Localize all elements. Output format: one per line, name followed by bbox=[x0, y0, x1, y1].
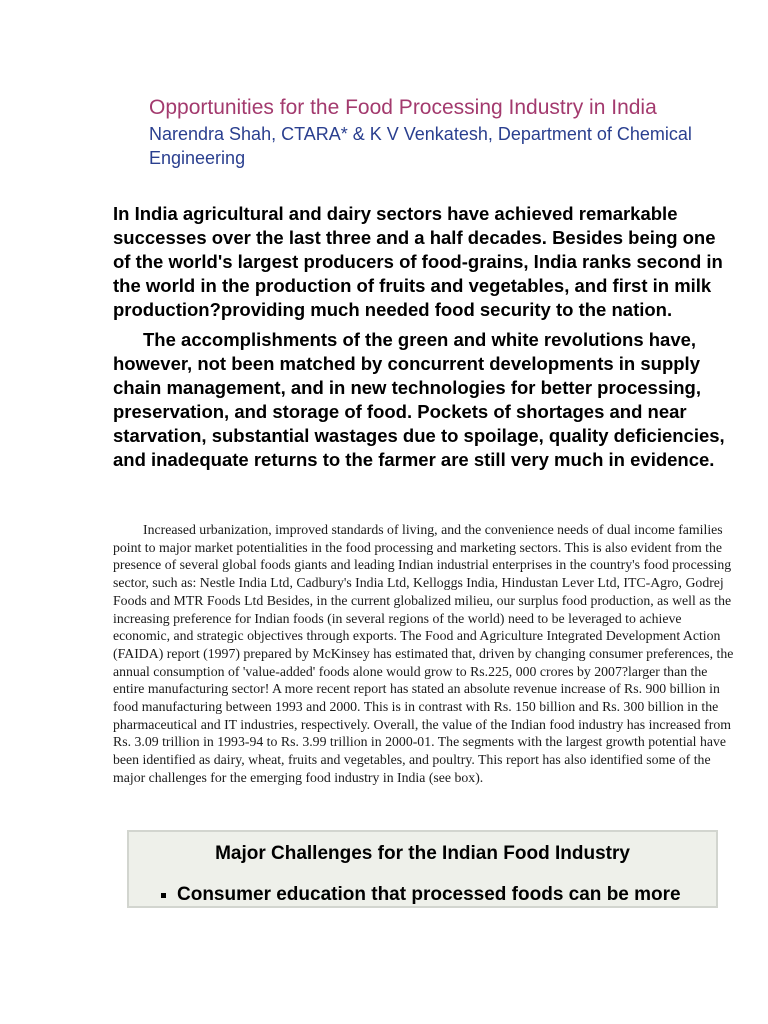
article-title: Opportunities for the Food Processing Industry in India bbox=[149, 96, 657, 119]
title-block bbox=[149, 94, 739, 170]
list-item-text: Consumer education that processed foods can be more bbox=[177, 884, 681, 905]
bullet-icon bbox=[161, 893, 166, 898]
challenges-box-title: Major Challenges for the Indian Food Industry bbox=[215, 843, 630, 864]
list-item bbox=[129, 884, 716, 906]
article-authors: Narendra Shah, CTARA* & K V Venkatesh, Department of Chemical Engineering bbox=[149, 124, 692, 168]
body-paragraph-1: Increased urbanization, improved standards of living, and the convenience needs of dual income families point to major market potentialities in the food processing and marketing sectors. This is also evident from the presence of several global foods giants and leading Indian industrial enterprises in the country's food processing sector, such as: Nestle India Ltd, Cadbury's India Ltd, Kelloggs India, Hindustan Lever Ltd, ITC-Agro, Godrej Foods and MTR Foods Ltd Besides, in the current globalized milieu, our surplus food production, as well as the increasing preference for Indian foods (in several regions of the world) need to be leveraged to achieve economic, and strategic objectives through exports. The Food and Agriculture Integrated Development Action (FAIDA) report (1997) prepared by McKinsey has estimated that, driven by changing consumer preferences, the annual consumption of 'value-added' foods alone would grow to Rs.225, 000 crores by 2007?larger than the entire manufacturing sector! A more recent report has stated an absolute revenue increase of Rs. 900 billion in food manufacturing between 1993 and 2000. This is in contrast with Rs. 150 billion and Rs. 300 billion in the pharmaceutical and IT industries, respectively. Overall, the value of the Indian food industry has increased from Rs. 3.09 trillion in 1993-94 to Rs. 3.99 trillion in 2000-01. The segments with the largest growth potential have been identified as dairy, wheat, fruits and vegetables, and poultry. This report has also identified some of the major challenges for the emerging food industry in India (see box). bbox=[113, 522, 734, 785]
intro-paragraph-1: In India agricultural and dairy sectors have achieved remarkable successes over the last three and a half decades. Besides being one of the world's largest producers of food-grains, India ranks second in the world in the production of fruits and vegetables, and first in milk production?providing much needed food security to the nation. bbox=[113, 203, 723, 320]
intro-paragraph-2: The accomplishments of the green and white revolutions have, however, not been matched by concurrent developments in supply chain management, and in new technologies for better processing, preservation, and storage of food. Pockets of shortages and near starvation, substantial wastages due to spoilage, quality deficiencies, and inadequate returns to the farmer are still very much in evidence. bbox=[113, 329, 725, 470]
challenges-list bbox=[129, 884, 716, 906]
challenges-box bbox=[127, 830, 718, 908]
intro-section bbox=[113, 202, 738, 478]
